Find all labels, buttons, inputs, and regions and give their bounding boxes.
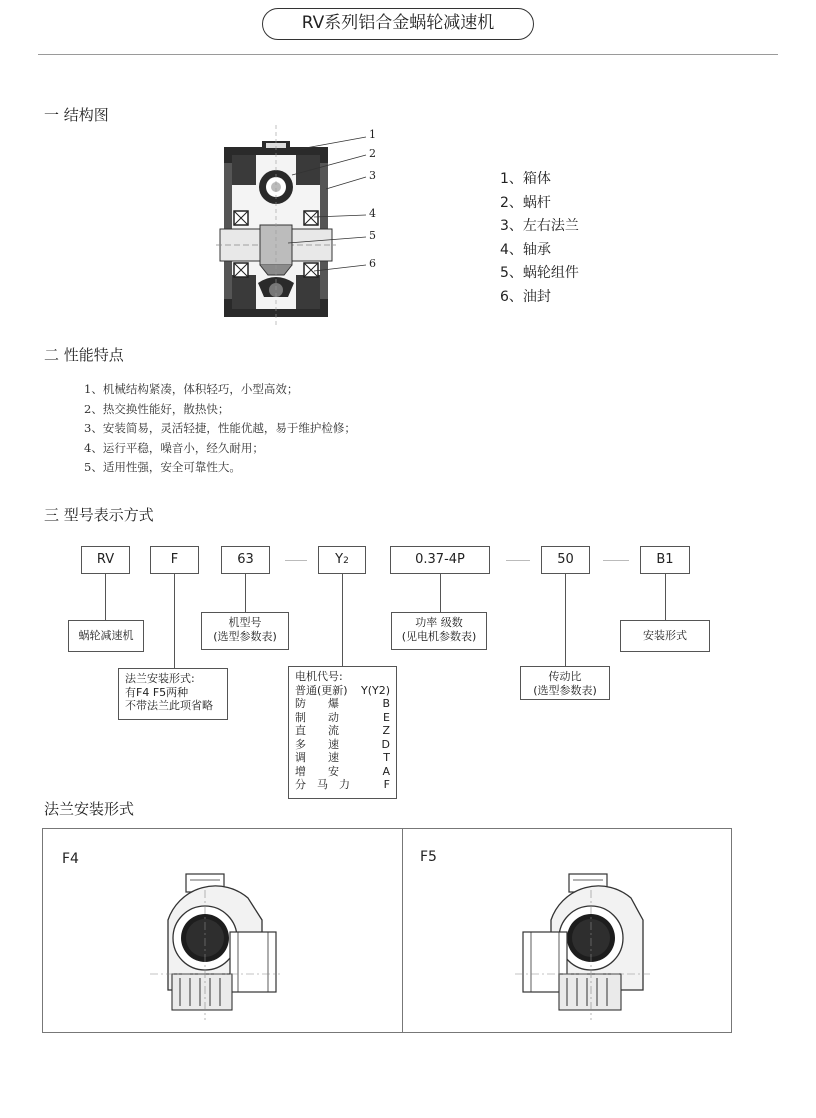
desc-power-line: (见电机参数表) [401,629,477,643]
callout-4: 4 [369,207,376,220]
callout-6: 6 [369,257,376,270]
desc-flange-line: 法兰安装形式: [125,672,195,685]
connector-line [665,574,666,620]
callout-2: 2 [369,147,376,160]
separator-dash [506,560,530,561]
code-box-ratio: 50 [541,546,590,574]
connector-line [565,574,566,666]
flange-label-f4: F4 [62,851,79,867]
code-box-motor [318,546,366,574]
desc-flange [118,668,228,720]
reducer-cross-section-drawing [216,125,391,325]
callout-1: 1 [369,128,376,141]
desc-motor-title: 电机代号: [295,670,343,683]
separator-dash [285,560,307,561]
legend-item: 5、蜗轮组件 [500,265,579,281]
motor-type: 调 速 [295,751,339,764]
section-flange-heading: 法兰安装形式 [44,800,135,818]
features-list [84,380,356,478]
f4-flange-drawing [150,870,280,1020]
motor-code: D [381,737,390,751]
desc-ratio [520,666,610,700]
callout-5: 5 [369,229,376,242]
motor-code: E [383,710,390,724]
feature-item: 2、热交换性能好，散热快； [84,401,230,416]
flange-label-f5: F5 [420,849,437,865]
feature-item: 4、运行平稳，噪音小，经久耐用； [84,440,264,455]
code-box-frame: 63 [221,546,270,574]
motor-row [295,765,390,779]
section-model-heading: 三 型号表示方式 [44,506,154,524]
motor-type: 防 爆 [295,697,339,710]
motor-row [295,724,390,738]
motor-type: 多 速 [295,737,339,751]
desc-frame [201,612,289,650]
desc-series: 蜗轮减速机 [68,620,144,652]
title-divider [38,54,778,55]
motor-type: 直 流 [295,724,339,737]
page-title: RV系列铝合金蜗轮减速机 [262,8,534,40]
section-features-heading: 二 性能特点 [44,346,124,364]
motor-row [295,684,390,698]
motor-type: 分 马 力 [295,778,350,791]
callout-3: 3 [369,169,376,182]
motor-row [295,711,390,725]
f5-flange-drawing [515,870,650,1020]
legend-item: 3、左右法兰 [500,218,579,234]
desc-power-line: 功率 级数 [415,616,463,629]
desc-frame-line: (选型参数表) [213,629,277,643]
motor-code: A [382,764,390,778]
section-structure-heading: 一 结构图 [44,106,109,124]
motor-code: B [382,697,390,710]
connector-line [174,574,175,668]
flange-panel-divider [402,828,403,1033]
separator-dash [603,560,629,561]
motor-code: Z [382,724,390,737]
motor-type: 增 安 [295,764,339,778]
motor-code-main: Y [335,552,344,567]
structure-legend [500,168,579,309]
desc-mount: 安装形式 [620,620,710,652]
feature-item: 1、机械结构紧凑，体积轻巧，小型高效； [84,382,299,396]
motor-row [295,738,390,752]
motor-row [295,697,390,711]
motor-type: 普通(更新) [295,683,348,697]
feature-item: 5、适用性强，安全可靠性大。 [84,460,241,475]
desc-ratio-line: (选型参数表) [533,683,597,697]
desc-ratio-line: 传动比 [548,670,582,683]
legend-item: 4、轴承 [500,241,551,258]
connector-line [440,574,441,612]
motor-code: T [383,751,390,764]
connector-line [105,574,106,620]
legend-item: 6、油封 [500,288,551,305]
motor-row [295,778,390,792]
legend-item: 1、箱体 [500,171,551,187]
legend-item: 2、蜗杆 [500,194,551,211]
connector-line [245,574,246,612]
motor-code: Y(Y2) [360,683,390,697]
feature-item: 3、安装简易，灵活轻捷，性能优越，易于维护检修； [84,421,356,436]
motor-row [295,751,390,765]
connector-line [342,574,343,666]
code-box-mount: B1 [640,546,690,574]
code-box-flange: F [150,546,199,574]
motor-code-subscript: 2 [343,556,349,566]
code-box-series: RV [81,546,130,574]
code-box-power: 0.37-4P [390,546,490,574]
desc-flange-line: 有F4 F5两种 [125,685,189,699]
desc-flange-line: 不带法兰此项省略 [125,699,213,712]
motor-code: F [383,778,390,791]
motor-type: 制 动 [295,710,339,724]
desc-motor [288,666,397,799]
desc-power [391,612,487,650]
desc-frame-line: 机型号 [228,616,262,629]
